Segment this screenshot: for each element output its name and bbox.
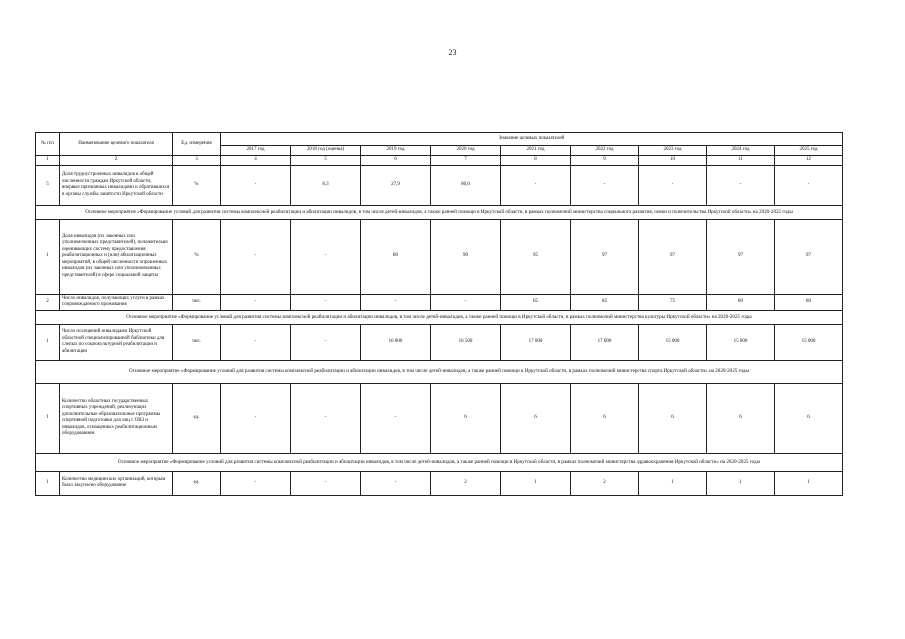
table-row [36,165,843,205]
value-cell: - [221,165,291,205]
value-cell: 6 [707,383,775,453]
unit: ед. [173,471,221,495]
indicator-name: Количество медицинских организаций, которым было закуплено оборудование [60,471,173,495]
value-cell: - [775,165,843,205]
header-year: 2020 год [431,146,501,156]
value-cell: - [361,294,431,310]
value-cell: - [571,165,639,205]
value-cell: 1 [775,471,843,495]
column-number: 3 [173,156,221,166]
column-number: 9 [571,156,639,166]
value-cell: 80,0 [431,165,501,205]
indicator-name: Число инвалидов, получающих услуги в рамках сопровождаемого проживания [60,294,173,310]
page-number: 23 [448,48,457,57]
section-row [36,360,843,383]
section-row [36,310,843,324]
value-cell: - [221,383,291,453]
header-year: 2024 год [707,146,775,156]
section-title: Основное мероприятие «Формирование условий для развития системы комплексной реабилитации и абилитации инвалидов, в том числе детей-инвалидов, а также ранней помощи в Иркутской области, в рамках полномочий министерства социального развития, опеки и попечительства Иркутской области» на 2020-2025 годы [36,205,843,219]
value-cell: 6 [639,383,707,453]
header-year: 2023 год [639,146,707,156]
value-cell: 17 000 [571,324,639,360]
value-cell: 80 [775,294,843,310]
header-year: 2021 год [501,146,571,156]
row-number: 1 [36,471,60,495]
row-number: 1 [36,383,60,453]
value-cell: - [431,294,501,310]
unit: чел. [173,294,221,310]
header-num: № п/п [36,133,60,156]
header-name: Наименование целевого показателя [60,133,173,156]
value-cell: 16 500 [431,324,501,360]
value-cell: 1 [707,471,775,495]
column-number: 12 [775,156,843,166]
table-row [36,294,843,310]
column-number: 5 [291,156,361,166]
table-row [36,219,843,294]
value-cell: 80 [361,219,431,294]
column-number: 1 [36,156,60,166]
indicators-table [35,132,843,496]
value-cell: 17 000 [501,324,571,360]
value-cell: 1 [639,471,707,495]
header-year: 2019 год [361,146,431,156]
value-cell: - [221,324,291,360]
value-cell: 15 000 [707,324,775,360]
header-values-group: Значение целевых показателей [221,133,843,146]
section-title: Основное мероприятие «Формирование условий для развития системы комплексной реабилитации и абилитации инвалидов, в том числе детей-инвалидов, а также ранней помощи в Иркутской области, в рамках полномочий министерства спорта Иркутской области» на 2020-2025 годы [36,360,843,383]
header-unit: Ед. измерения [173,133,221,156]
value-cell: - [291,219,361,294]
value-cell: 65 [501,294,571,310]
value-cell: 16 000 [361,324,431,360]
value-cell: - [221,471,291,495]
value-cell: 90 [431,219,501,294]
value-cell: - [221,219,291,294]
column-number: 11 [707,156,775,166]
column-number: 2 [60,156,173,166]
table-row [36,324,843,360]
row-number: 5 [36,165,60,205]
value-cell: 97 [639,219,707,294]
unit: % [173,165,221,205]
value-cell: 2 [571,471,639,495]
row-number: 1 [36,219,60,294]
value-cell: 75 [639,294,707,310]
unit: чел. [173,324,221,360]
section-title: Основное мероприятие «Формирование условий для развития системы комплексной реабилитации и абилитации инвалидов, в том числе детей-инвалидов, а также ранней помощи в Иркутской области, в рамках полномочий министерства культуры Иркутской области» на 2020-2025 годы [36,310,843,324]
value-cell: 2 [431,471,501,495]
value-cell: 6 [775,383,843,453]
indicator-name: Доля трудоустроенных инвалидов в общей численности граждан Иркутской области, впервые признанных инвалидами и обратившихся в органы службы занятости Иркутской области [60,165,173,205]
header-year: 2025 год [775,146,843,156]
header-year: 2022 год [571,146,639,156]
unit: % [173,219,221,294]
value-cell: 85 [571,294,639,310]
value-cell: - [291,383,361,453]
value-cell: - [291,471,361,495]
value-cell: - [291,294,361,310]
indicator-name: Доля инвалидов (их законных или уполномоченных представителей), положительно оценивающих систему предоставления реабилитационных и (или) абилитационных мероприятий, в общей численности опрошенных инвалидов (их законных или уполномоченных представителей) в сфере социальной защиты [60,219,173,294]
value-cell: - [707,165,775,205]
section-row [36,205,843,219]
value-cell: 97 [571,219,639,294]
value-cell: - [291,324,361,360]
value-cell: - [639,165,707,205]
column-number: 8 [501,156,571,166]
column-number: 7 [431,156,501,166]
column-number: 6 [361,156,431,166]
value-cell: 97 [775,219,843,294]
value-cell: 97 [707,219,775,294]
section-title: Основное мероприятие «Формирование условий для развития системы комплексной реабилитации и абилитации инвалидов, в том числе детей-инвалидов, а также ранней помощи в Иркутской области, в рамках полномочий министерства здравоохранения Иркутской области» на 2020-2025 годы [36,453,843,471]
value-cell: 6 [431,383,501,453]
indicator-name: Количество областных государственных спортивных учреждений, реализующих дополнительные образовательные программы спортивной подготовки для лиц с ОВЗ и инвалидов, оснащенных реабилитационным оборудованием [60,383,173,453]
unit: ед. [173,383,221,453]
indicator-name: Число посещений инвалидами Иркутской областной специализированной библиотеки для слепых по социокультурной реабилитации и абилитации [60,324,173,360]
value-cell: 27,9 [361,165,431,205]
value-cell: - [361,471,431,495]
value-cell: 6 [571,383,639,453]
value-cell: 8,3 [291,165,361,205]
table-row [36,471,843,495]
column-number: 10 [639,156,707,166]
value-cell: 15 000 [639,324,707,360]
column-number: 4 [221,156,291,166]
row-number: 2 [36,294,60,310]
row-number: 1 [36,324,60,360]
value-cell: - [501,165,571,205]
header-year: 2018 год (оценка) [291,146,361,156]
value-cell: - [221,294,291,310]
section-row [36,453,843,471]
value-cell: 15 000 [775,324,843,360]
value-cell: 95 [501,219,571,294]
value-cell: - [361,383,431,453]
value-cell: 6 [501,383,571,453]
value-cell: 80 [707,294,775,310]
value-cell: 1 [501,471,571,495]
header-year: 2017 год [221,146,291,156]
table-row [36,383,843,453]
